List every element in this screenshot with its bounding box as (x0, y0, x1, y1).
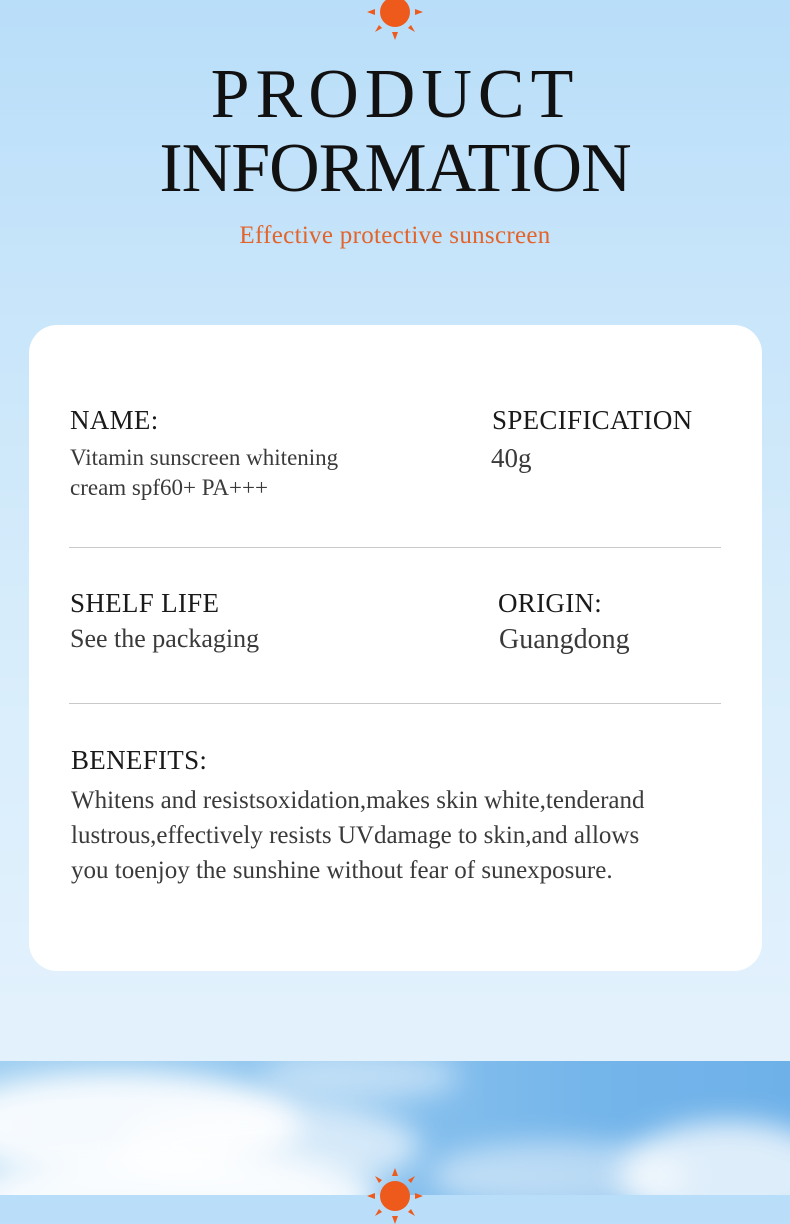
shelf-life-value: See the packaging (70, 624, 260, 653)
origin-value: Guangdong (499, 624, 630, 655)
page-title-line-1: PRODUCT (210, 56, 580, 133)
name-label: NAME: (70, 405, 159, 435)
divider (69, 547, 721, 548)
specification-value: 40g (491, 443, 532, 473)
page-subtitle: Effective protective sunscreen (239, 222, 551, 249)
sun-icon (367, 1168, 423, 1224)
name-value-line-2: cream spf60+ PA+++ (70, 475, 268, 500)
benefits-label: BENEFITS: (71, 745, 208, 775)
benefits-text-line-3: you toenjoy the sunshine without fear of sunexposure. (71, 857, 613, 884)
benefits-text-line-1: Whitens and resistsoxidation,makes skin white,tenderand (71, 787, 645, 814)
shelf-life-label: SHELF LIFE (70, 588, 220, 618)
product-info-card (29, 325, 762, 971)
specification-label: SPECIFICATION (492, 405, 693, 435)
sun-icon (367, 0, 423, 40)
divider (69, 703, 721, 704)
benefits-text-line-2: lustrous,effectively resists UVdamage to skin,and allows (71, 822, 640, 849)
origin-label: ORIGIN: (498, 588, 603, 618)
page-title-line-2: INFORMATION (159, 130, 631, 207)
name-value-line-1: Vitamin sunscreen whitening (70, 445, 339, 470)
